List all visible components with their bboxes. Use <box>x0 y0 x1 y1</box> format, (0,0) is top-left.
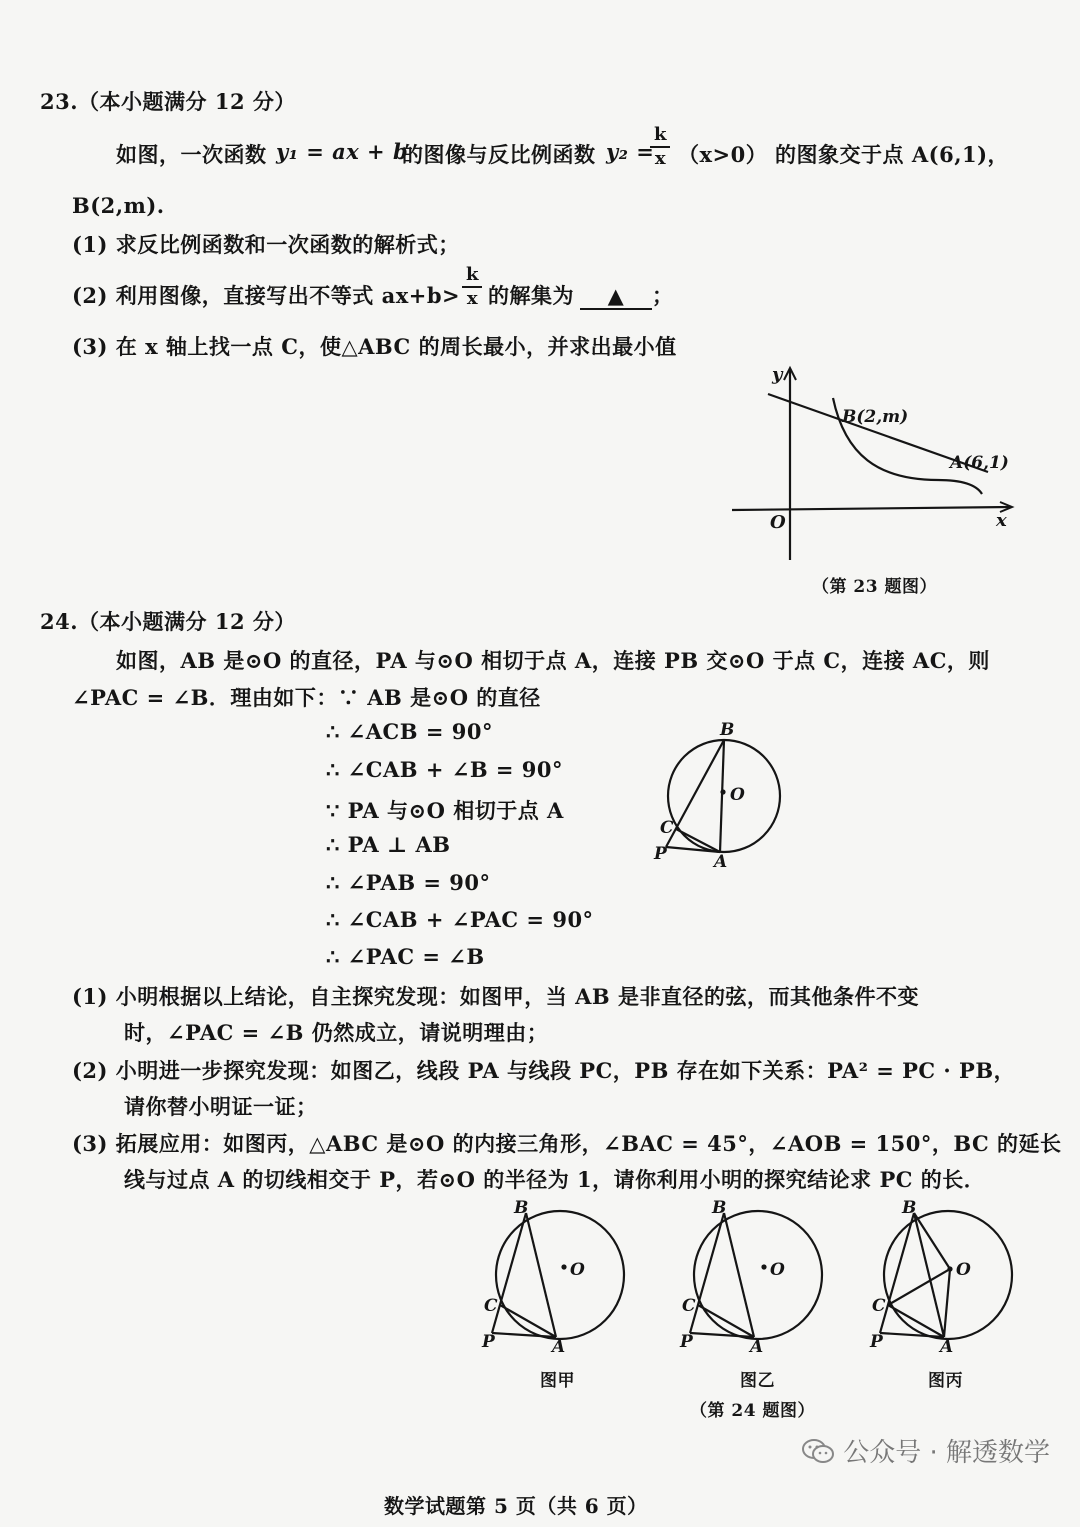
q23-fraction <box>650 124 670 170</box>
watermark <box>801 1432 1050 1469</box>
chord-ab <box>724 1213 754 1337</box>
label-c: C <box>872 1296 886 1316</box>
q23-stem-b: 的图像与反比例函数 <box>402 142 596 167</box>
label-p: P <box>870 1332 883 1352</box>
segment-ca <box>698 1305 754 1337</box>
q24-stem-2: ∠PAC = ∠B．理由如下：∵ AB 是⊙O 的直径 <box>72 685 541 710</box>
q23-graph <box>720 360 1020 590</box>
proof-line: ∴ ∠CAB + ∠B = 90° <box>326 757 564 782</box>
q23-part2-numerator: k <box>462 264 482 288</box>
label-o: O <box>770 1260 785 1280</box>
label-b: B <box>720 720 735 740</box>
label-p: P <box>482 1332 495 1352</box>
answer-blank-marker: ▲ <box>580 283 652 310</box>
q23-stem-d: B(2,m). <box>72 193 165 218</box>
q23-part2-a: (2) 利用图像，直接写出不等式 ax+b> <box>72 283 461 308</box>
q23-header: 𝟐𝟑.（本小题满分 12 分） <box>40 89 296 114</box>
segment-ca <box>500 1305 556 1337</box>
q23-part2-fraction <box>462 264 482 310</box>
origin-label: O <box>770 512 786 533</box>
segment-pa <box>690 1333 754 1337</box>
q24-part2-a: (2) 小明进一步探究发现：如图乙，线段 PA 与线段 PC，PB 存在如下关系：PA² = PC · PB， <box>72 1058 1016 1083</box>
segment-pb <box>666 740 724 847</box>
proof-line: ∴ PA ⊥ AB <box>326 832 451 857</box>
q23-y1-expression: y₁ = ax + b <box>276 139 409 164</box>
q23-part3: (3) 在 x 轴上找一点 C，使△ABC 的周长最小，并求出最小值 <box>72 334 677 359</box>
q24-figure-caption: （第 24 题图） <box>690 1401 815 1421</box>
page-footer: 数学试题第 5 页（共 6 页） <box>384 1494 648 1518</box>
label-o: O <box>570 1260 585 1280</box>
figure-jia-caption: 图甲 <box>540 1371 575 1391</box>
center-dot <box>561 1264 566 1269</box>
proof-line: ∵ PA 与⊙O 相切于点 A <box>326 798 564 823</box>
label-c: C <box>484 1296 498 1316</box>
q23-part2-end: ； <box>652 283 674 308</box>
diameter-ab <box>720 740 724 852</box>
q23-fraction-numerator: k <box>650 124 670 148</box>
center-dot <box>761 1264 766 1269</box>
label-o: O <box>730 785 745 805</box>
label-o: O <box>956 1260 971 1280</box>
figure-jia <box>478 1197 628 1357</box>
q23-part1: (1) 求反比例函数和一次函数的解析式； <box>72 232 460 257</box>
point-b-label: B(2,m) <box>842 407 909 427</box>
q23-stem-a: 如图，一次函数 <box>116 142 267 167</box>
q24-part3-a: (3) 拓展应用：如图丙，△ABC 是⊙O 的内接三角形，∠BAC = 45°，∠AOB = 150°，BC 的延长 <box>72 1131 1062 1156</box>
proof-line: ∴ ∠CAB + ∠PAC = 90° <box>326 907 594 932</box>
x-axis <box>732 507 1010 510</box>
label-c: C <box>682 1296 696 1316</box>
q23-fraction-denominator: x <box>654 148 666 169</box>
watermark-text: 公众号 · 解透数学 <box>843 1438 1050 1468</box>
proof-line: ∴ ∠PAC = ∠B <box>326 944 485 969</box>
q24-intro-figure <box>650 715 790 875</box>
x-axis-label: x <box>996 510 1007 531</box>
q23-y2-lhs: y₂ = <box>606 139 655 164</box>
y-axis-label: y <box>772 364 783 385</box>
point-a-label: A(6,1) <box>950 453 1009 473</box>
label-p: P <box>654 844 667 864</box>
q24-header: 24.（本小题满分 12 分） <box>40 609 296 634</box>
label-a: A <box>714 852 728 872</box>
figure-bing-caption: 图丙 <box>928 1371 963 1391</box>
label-a: A <box>940 1337 954 1357</box>
segment-ca <box>888 1305 944 1337</box>
q23-part2-denominator: x <box>466 288 478 309</box>
label-b: B <box>902 1198 917 1218</box>
label-a: A <box>750 1337 764 1357</box>
q24-part1-a: (1) 小明根据以上结论，自主探究发现：如图甲，当 AB 是非直径的弦，而其他条件不变 <box>72 984 919 1009</box>
q23-stem-c: （x>0） 的图象交于点 A(6,1)， <box>678 142 1010 167</box>
q24-stem-1: 如图，AB 是⊙O 的直径，PA 与⊙O 相切于点 A，连接 PB 交⊙O 于点 C，连接 AC，则 <box>116 648 990 673</box>
proof-line: ∴ ∠PAB = 90° <box>326 870 491 895</box>
q24-part1-b: 时，∠PAC = ∠B 仍然成立，请说明理由； <box>124 1020 549 1045</box>
q23-answer-blank <box>580 280 674 310</box>
label-a: A <box>552 1337 566 1357</box>
q23-figure-caption: （第 23 题图） <box>812 577 937 597</box>
wechat-icon <box>801 1438 835 1464</box>
label-c: C <box>660 818 674 838</box>
label-b: B <box>514 1198 529 1218</box>
proof-line: ∴ ∠ACB = 90° <box>326 719 493 744</box>
chord-ab <box>526 1213 556 1337</box>
figure-yi <box>676 1197 826 1357</box>
label-b: B <box>712 1198 727 1218</box>
q24-part2-b: 请你替小明证一证； <box>124 1094 318 1119</box>
segment-ob <box>914 1213 950 1269</box>
figure-yi-caption: 图乙 <box>740 1371 775 1391</box>
q23-part2-b: 的解集为 <box>488 283 574 308</box>
segment-oa <box>944 1269 950 1337</box>
label-p: P <box>680 1332 693 1352</box>
segment-pa <box>492 1333 556 1337</box>
center-dot <box>947 1266 952 1271</box>
q24-part3-b: 线与过点 A 的切线相交于 P，若⊙O 的半径为 1，请你利用小明的探究结论求 PC 的长． <box>124 1167 986 1192</box>
center-dot <box>720 789 725 794</box>
figure-bing <box>866 1197 1026 1357</box>
segment-pa <box>880 1333 944 1337</box>
